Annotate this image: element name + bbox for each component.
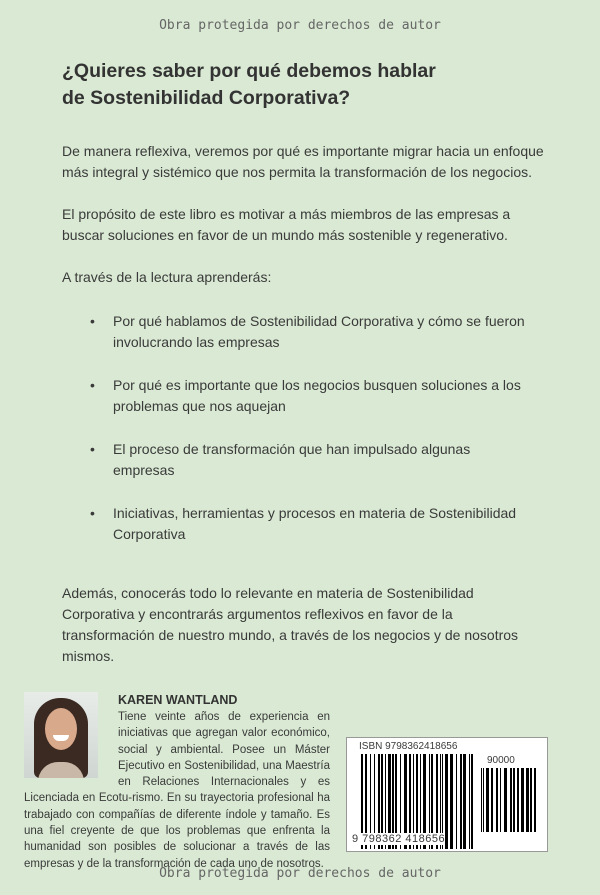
author-bio-bottom: rismo. En su trayectoria profesional ha trabajado con compañías de diferente índole y tamaño. Es una fiel creyente de que los problemas que enfrenta la humanidad son posibles de solucionar a través de las empresas y de la transformación de cada uno de nosotros. — [24, 792, 330, 870]
bullet-text: Por qué es importante que los negocios busquen soluciones a los problemas que nos aquejan — [113, 377, 521, 414]
author-section — [24, 691, 554, 870]
price-barcode-bars — [481, 768, 539, 832]
bullet-icon: • — [90, 505, 95, 521]
watermark-top: Obra protegida por derechos de autor — [159, 18, 441, 33]
learning-list — [90, 311, 548, 545]
bullet-item — [90, 439, 530, 481]
bullet-icon: • — [90, 441, 95, 457]
barcode-bar — [496, 768, 498, 832]
isbn-label: ISBN 9798362418656 — [359, 741, 458, 752]
barcode-bar — [534, 768, 536, 832]
price-code: 90000 — [487, 755, 515, 766]
barcode-bar — [513, 768, 515, 832]
bullet-icon: • — [90, 377, 95, 393]
bullet-icon: • — [90, 313, 95, 329]
watermark-bottom: Obra protegida por derechos de autor — [159, 866, 441, 881]
author-name: KAREN WANTLAND — [118, 693, 238, 707]
headline-line-1: ¿Quieres saber por qué debemos hablar — [62, 60, 436, 82]
barcode-bar — [530, 768, 532, 832]
barcode-bar — [486, 768, 489, 832]
author-bio-top: Tiene veinte años de experiencia en iniciativas que agregan valor económico, social y ambiental. Posee un Máster Ejecutivo en Sostenibilidad, una Maestría en Relaciones Internacionales y es Licenciada en Ecotu- — [24, 711, 330, 805]
purpose-paragraph: El propósito de este libro es motivar a más miembros de las empresas a buscar soluciones en favor de un mundo más sostenible y regenerativo. — [62, 206, 511, 243]
bullet-text: El proceso de transformación que han impulsado algunas empresas — [113, 441, 471, 478]
barcode-bar — [463, 754, 466, 849]
barcode-bar — [460, 754, 462, 849]
bullet-item — [90, 311, 530, 353]
closing-paragraph: Además, conocerás todo lo relevante en materia de Sostenibilidad Corporativa y encontrarás argumentos reflexivos en favor de la transformación de nuestro mundo, a través de los negocios y de nosotros mismos. — [62, 585, 519, 664]
barcode-bar — [483, 768, 484, 832]
author-photo — [24, 692, 98, 778]
barcode-bar — [450, 754, 453, 849]
barcode-bar — [456, 754, 457, 849]
barcode-bar — [521, 768, 524, 832]
barcode-bar — [491, 768, 493, 832]
barcode-bar — [510, 768, 512, 832]
barcode-bar — [469, 754, 470, 849]
barcode-bar — [481, 768, 482, 832]
barcode-digits: 9 798362 418656 — [352, 833, 446, 845]
isbn-barcode — [346, 737, 548, 852]
bullet-text: Por qué hablamos de Sostenibilidad Corporativa y cómo se fueron involucrando las empresas — [113, 313, 525, 350]
barcode-bar — [504, 768, 507, 832]
barcode-bar — [500, 768, 501, 832]
learn-heading: A través de la lectura aprenderás: — [62, 269, 272, 285]
barcode-bar — [526, 768, 529, 832]
bullet-item — [90, 375, 530, 417]
barcode-bar — [517, 768, 519, 832]
headline-line-2: de Sostenibilidad Corporativa? — [62, 87, 351, 109]
headline — [62, 58, 548, 112]
barcode-bar — [445, 754, 448, 849]
bullet-item — [90, 503, 530, 545]
bullet-text: Iniciativas, herramientas y procesos en materia de Sostenibilidad Corporativa — [113, 505, 517, 542]
barcode-bar — [471, 754, 473, 849]
intro-paragraph: De manera reflexiva, veremos por qué es importante migrar hacia un enfoque más integral y sistémico que nos permita la transformación de los negocios. — [62, 143, 544, 180]
back-cover-content — [24, 58, 548, 870]
